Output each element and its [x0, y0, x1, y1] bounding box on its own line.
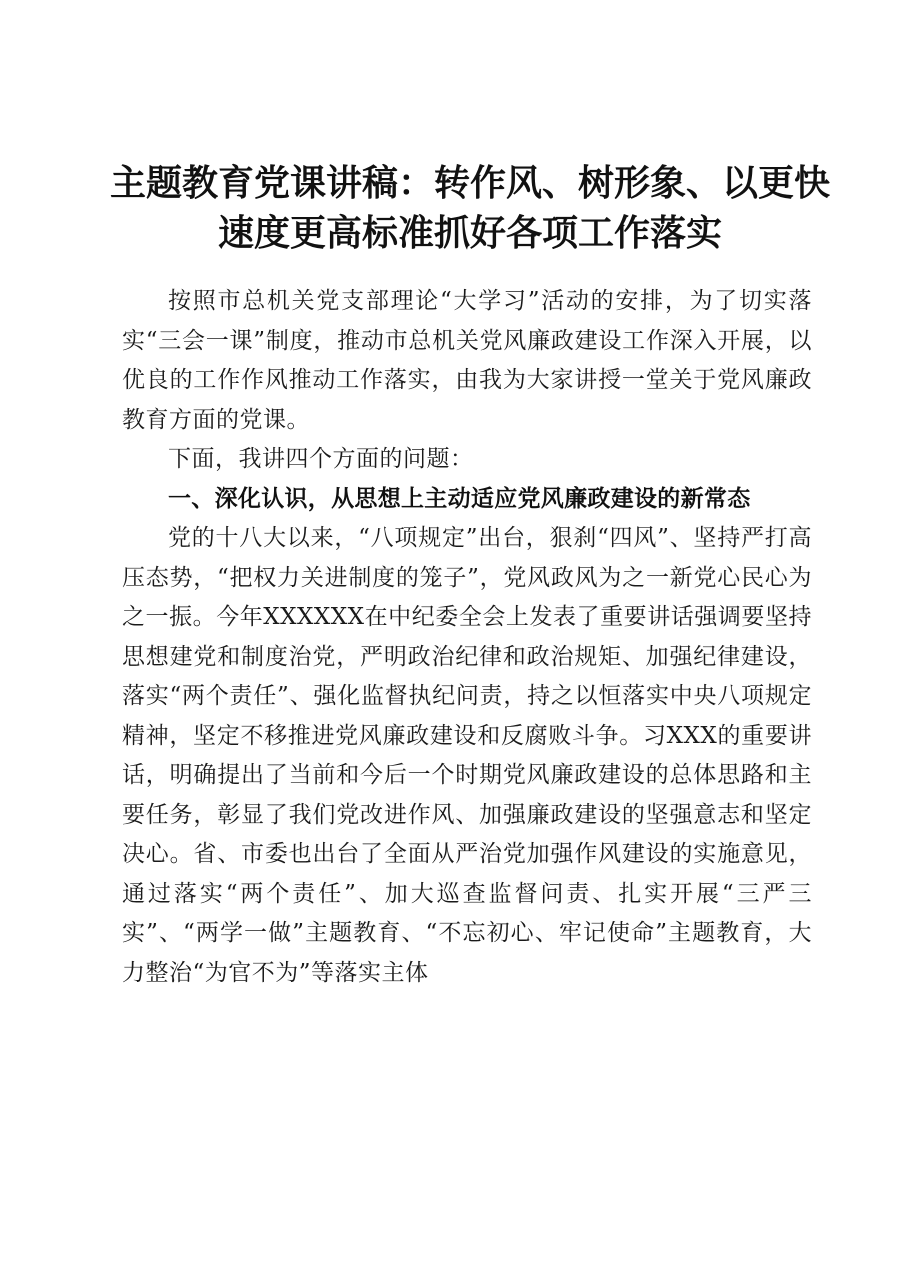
section-1-paragraph: 党的十八大以来，“八项规定”出台，狠刹“四风”、坚持严打高压态势，“把权力关进制度的笼子”，党风政风为之一新党心民心为之一振。今年XXXXXX在中纪委全会上发表了重要讲话强调要坚持思想建党和制度治党，严明政治纪律和政治规矩、加强纪律建设，落实“两个责任”、强化监督执纪问责，持之以恒落实中央八项规定精神，坚定不移推进党风廉政建设和反腐败斗争。习XXX的重要讲话，明确提出了当前和今后一个时期党风廉政建设的总体思路和主要任务，彰显了我们党改进作风、加强廉政建设的坚强意志和坚定决心。省、市委也出台了全面从严治党加强作风建设的实施意见，通过落实“两个责任”、加大巡查监督问责、扎实开展“三严三实”、“两学一做”主题教育、“不忘初心、牢记使命”主题教育，大力整治“为官不为”等落实主体 [122, 525, 812, 986]
document-body [122, 282, 812, 993]
intro-paragraph: 按照市总机关党支部理论“大学习”活动的安排，为了切实落实“三会一课”制度，推动市总机关党风廉政建设工作深入开展，以优良的工作作风推动工作落实，由我为大家讲授一堂关于党风廉政教育方面的党课。 [122, 288, 812, 433]
document-title: 主题教育党课讲稿：转作风、树形象、以更快速度更高标准抓好各项工作落实 [110, 162, 831, 254]
transition-paragraph: 下面，我讲四个方面的问题： [168, 446, 474, 472]
section-1-heading: 一、深化认识，从思想上主动适应党风廉政建设的新常态 [168, 485, 751, 512]
